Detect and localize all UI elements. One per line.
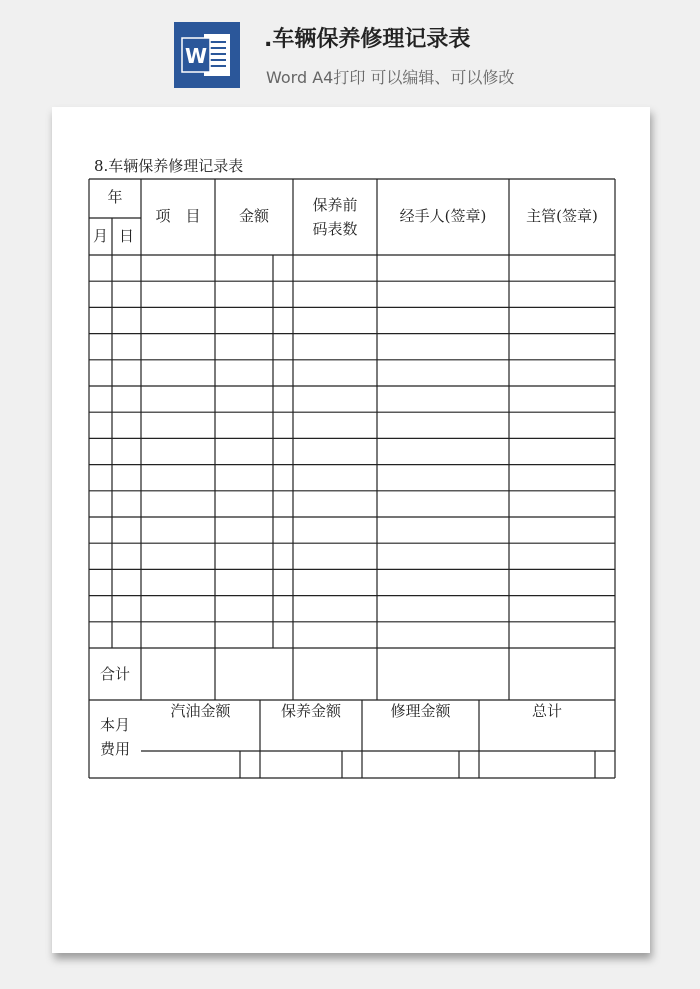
header-odometer-line2: 码表数 — [312, 220, 358, 238]
monthly-repair-header: 修理金额 — [390, 702, 451, 720]
header-item: 项 目 — [155, 207, 201, 225]
header-odometer-line1: 保养前 — [312, 196, 358, 214]
header-amount: 金额 — [238, 207, 269, 225]
monthly-label-line1: 本月 — [99, 716, 130, 734]
header-month: 月 — [92, 227, 108, 245]
header-year: 年 — [107, 188, 123, 206]
monthly-maintenance-header: 保养金额 — [280, 702, 341, 720]
data-row-lines — [89, 281, 615, 648]
word-doc-icon — [174, 22, 240, 88]
header-title: .车辆保养修理记录表 — [264, 27, 471, 52]
document-title: 8.车辆保养修理记录表 — [94, 157, 244, 175]
header-handler: 经手人(签章) — [399, 207, 487, 225]
monthly-total-header: 总计 — [531, 702, 562, 720]
total-label: 合计 — [99, 665, 130, 683]
header-supervisor: 主管(签章) — [526, 207, 598, 225]
monthly-fuel-header: 汽油金额 — [170, 702, 231, 720]
header — [0, 0, 700, 100]
header-subtitle: Word A4打印 可以编辑、可以修改 — [266, 68, 515, 87]
header-day: 日 — [118, 227, 134, 245]
monthly-label-line2: 费用 — [99, 740, 130, 758]
document-page — [52, 107, 650, 953]
word-icon-letter: W — [184, 44, 208, 68]
